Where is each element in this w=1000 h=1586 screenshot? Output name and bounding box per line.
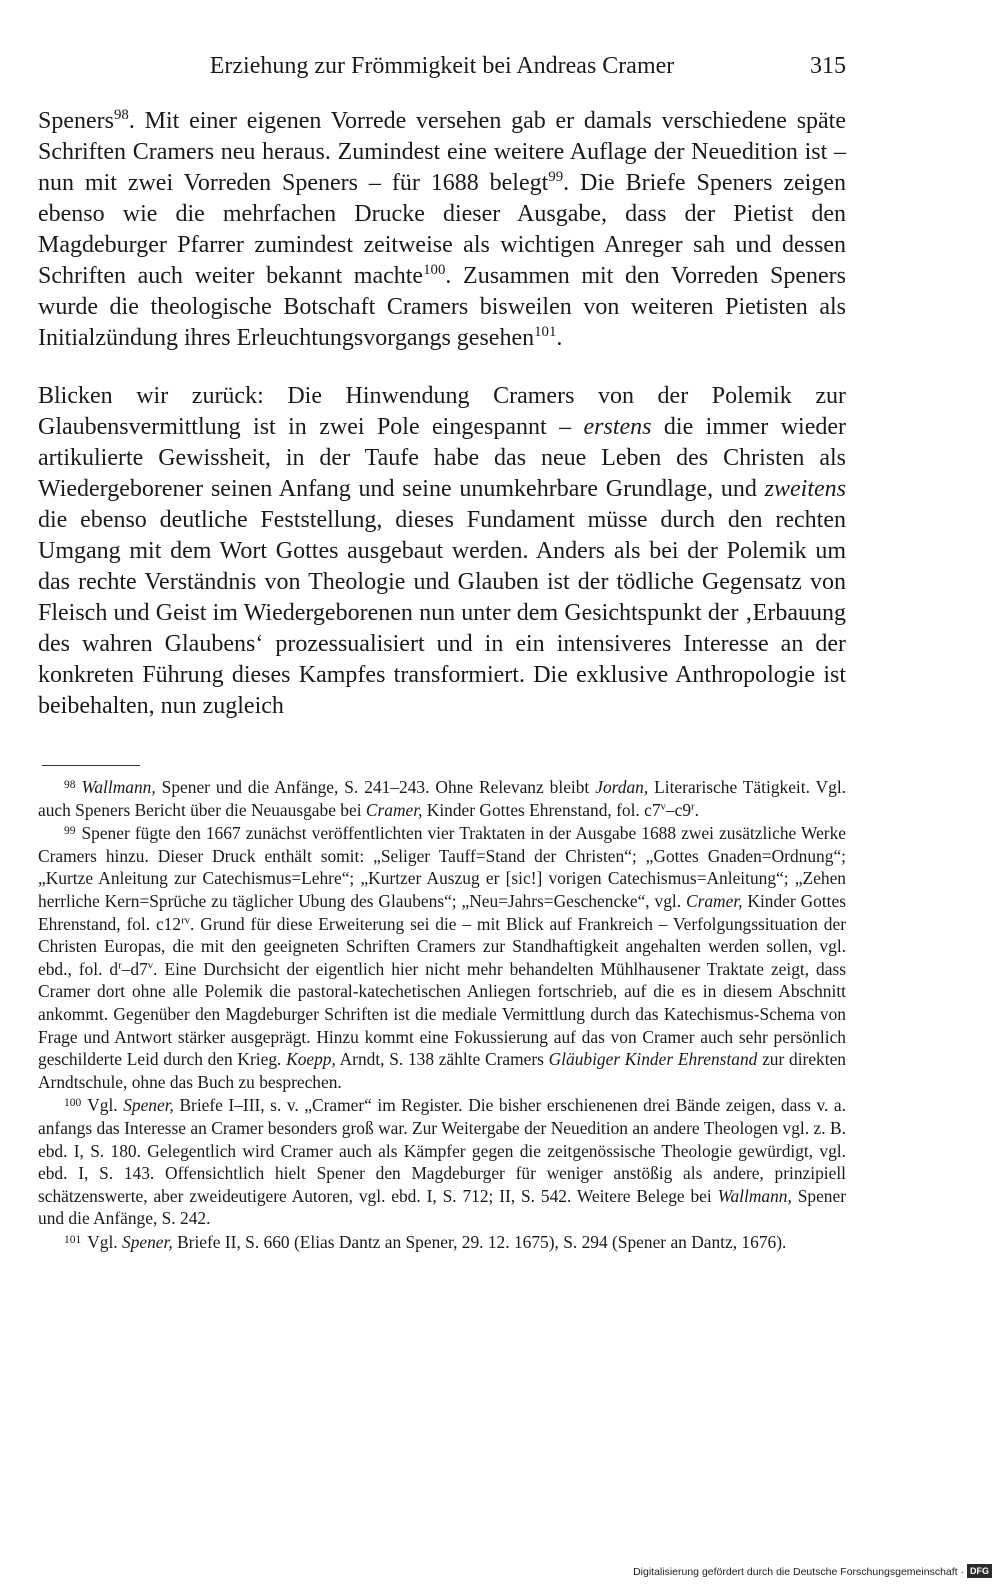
text-run: . <box>556 325 563 351</box>
italic-text: zweitens <box>764 476 846 502</box>
page-number: 315 <box>810 53 846 79</box>
italic-text: Spener, <box>122 1231 173 1252</box>
text-run: Spener fügte den 1667 zunächst veröffentlichten vier Traktaten in der Ausgabe 1688 zwei zusätzliche Werke Cramers hinzu. Dieser Druck enthält somit: „Seliger Tauff=Stand der Christen“; „Gottes Gnaden=Ordnung“; „Kurtze Anleitung zur Catechismus=Lehre“; „Kurtzer Auszug er [sic!] vorigen Catechismus=Anleitung“; „Zehen herrliche Kern=Sprüche zu täglicher Ubung des Glaubens“; „Neu=Jahrs=Geschencke“, vgl. <box>38 823 846 911</box>
superscript: v <box>147 959 154 972</box>
superscript: 98 <box>113 107 129 124</box>
text-run: –c9 <box>665 799 692 820</box>
footnote-text <box>38 777 846 820</box>
credit-text: Digitalisierung gefördert durch die Deutsche Forschungsgemeinschaft · <box>633 1566 964 1578</box>
text-run: . Grund für diese Erweiterung sei die – mit Blick auf Frankreich – Verfolgungssituation der Christen Europas, die mit den geeigneten Schriften Cramers zur Standhaftigkeit angehalten werden sollen, vgl. ebd., fol. d <box>38 913 846 979</box>
italic-text: Spener, <box>123 1095 174 1116</box>
text-run: . Eine Durchsicht der eigentlich hier nicht mehr behandelten Mühlhausener Traktate zeigt, dass Cramer dort ohne alle Polemik die pastoral-katechetischen Anliegen fortschrieb, auf die es in diesem Abschnitt ankommt. Gegenüber den Magdeburger Schriften ist die mediale Vermittlung durch das Katechismus-Schema von Frage und Antwort stärker ausgeprägt. Hinzu kommt eine Fokussierung auf das von Cramer auch sehr persönlich geschilderte Leid durch den Krieg. <box>38 958 846 1070</box>
main-text <box>38 106 846 722</box>
digitization-credit <box>633 1564 992 1580</box>
footnote-text <box>87 1232 786 1252</box>
italic-text: Jordan, <box>595 777 649 797</box>
footnote-number: 101 <box>64 1233 82 1246</box>
running-header <box>38 48 846 84</box>
superscript: rv <box>181 914 191 927</box>
text-run: –d7 <box>121 958 148 979</box>
text-run: Kinder Gottes Ehrenstand, fol. c7 <box>422 799 661 820</box>
superscript: 100 <box>423 262 446 279</box>
superscript: 99 <box>548 169 564 186</box>
text-run: zur direkten Arndtschule, ohne das Buch zu besprechen. <box>38 1049 846 1092</box>
text-run: Arndt, S. 138 zählte Cramers <box>335 1049 549 1070</box>
footnotes <box>38 776 846 1253</box>
footnote <box>38 822 846 1093</box>
footnote <box>38 1094 846 1230</box>
text-run: Vgl. <box>87 1095 124 1116</box>
dfg-logo: DFG <box>967 1564 992 1578</box>
footnote-number: 98 <box>64 778 76 791</box>
footnote-number: 99 <box>64 825 76 838</box>
footnote-separator <box>42 765 140 766</box>
italic-text: Cramer, <box>685 890 743 911</box>
italic-text: Cramer, <box>365 799 423 820</box>
text-run: Spener und die Anfänge, S. 242. <box>38 1185 846 1229</box>
superscript: 101 <box>534 324 557 341</box>
text-run: Briefe I–III, s. v. „Cramer“ im Register. Die bisher erschienenen drei Bände zeigen, dass v. a. anfangs das Interesse an Cramer besonders groß war. Zur Weitergabe der Neuedition an andere Theologen vgl. z. B. ebd. I, S. 180. Gelegentlich wird Cramer auch als Kämpfer gegen die zeitgenössische Theologie gewürdigt, vgl. ebd. I, S. 143. Offensichtlich hielt Spener den Magdeburger für weniger anstößig als andere, prinzipiell schätzenswerte, aber zweideutigere Autoren, vgl. ebd. I, S. 712; II, S. 542. Weitere Belege bei <box>38 1095 846 1206</box>
italic-text: Gläubiger Kinder Ehrenstand <box>548 1049 758 1070</box>
italic-text: Wallmann, <box>81 777 156 797</box>
text-run: . <box>694 799 699 820</box>
text-run: . Zusammen mit den Vorreden Speners wurde die theologische Botschaft Cramers bisweilen von weiteren Pietisten als Initialzündung ihres Erleuchtungsvorgangs gesehen <box>38 263 847 351</box>
footnote-number: 100 <box>64 1097 82 1110</box>
body-paragraph <box>38 106 846 354</box>
text-run: die ebenso deutliche Feststellung, dieses Fundament müsse durch den rechten Umgang mit dem Wort Gottes ausgebaut werden. Anders als bei der Polemik um das rechte Verständnis von Theologie und Glauben ist der tödliche Gegensatz von Fleisch und Geist im Wiedergeborenen nun unter dem Gesichtspunkt der ‚Erbauung des wahren Glaubens‘ prozessualisiert und in ein intensiveres Interesse an der konkreten Führung dieses Kampfes transformiert. Die exklusive Anthropologie ist beibehalten, nun zugleich <box>38 507 846 719</box>
superscript: r <box>691 800 695 813</box>
text-run: . Die Briefe Speners zeigen ebenso wie die mehrfachen Drucke dieser Ausgabe, dass der Pietist den Magdeburger Pfarrer zumindest zeitweise als wichtigen Anreger sah und dessen Schriften auch weiter bekannt machte <box>38 170 846 289</box>
text-run: Speners <box>38 108 114 134</box>
text-run: Briefe II, S. 660 (Elias Dantz an Spener, 29. 12. 1675), S. 294 (Spener an Dantz, 1676). <box>172 1231 787 1252</box>
text-run: Kinder Gottes Ehrenstand, fol. c12 <box>38 890 846 934</box>
footnote <box>38 776 846 821</box>
text-run: Vgl. <box>87 1231 122 1252</box>
text-run: die immer wieder artikulierte Gewissheit, in der Taufe habe das neue Leben des Christen als Wiedergeborener seinen Anfang und seine unumkehrbare Grundlage, und <box>38 414 847 502</box>
running-title: Erziehung zur Frömmigkeit bei Andreas Cramer <box>209 53 675 79</box>
text-run: Spener und die Anfänge, S. 241–243. Ohne Relevanz bleibt <box>155 777 596 797</box>
text-run: . Mit einer eigenen Vorrede versehen gab er damals verschiedene späte Schriften Cramers neu heraus. Zumindest eine weitere Auflage der Neuedition ist – nun mit zwei Vorreden Speners – für 1688 belegt <box>38 108 846 196</box>
body-paragraph <box>38 381 846 722</box>
text-run: Blicken wir zurück: Die Hinwendung Cramers von der Polemik zur Glaubensvermittlung ist in zwei Pole eingespannt – <box>38 383 846 440</box>
footnote-text <box>38 1095 846 1228</box>
footnote-text <box>38 823 846 1092</box>
italic-text: erstens <box>583 414 652 440</box>
footnote <box>38 1231 846 1254</box>
superscript: r <box>118 959 122 972</box>
italic-text: Wallmann, <box>717 1185 792 1206</box>
superscript: v <box>660 800 666 813</box>
italic-text: Koepp, <box>286 1049 336 1070</box>
text-run: Literarische Tätigkeit. Vgl. auch Speners Bericht über die Neuausgabe bei <box>38 777 846 820</box>
